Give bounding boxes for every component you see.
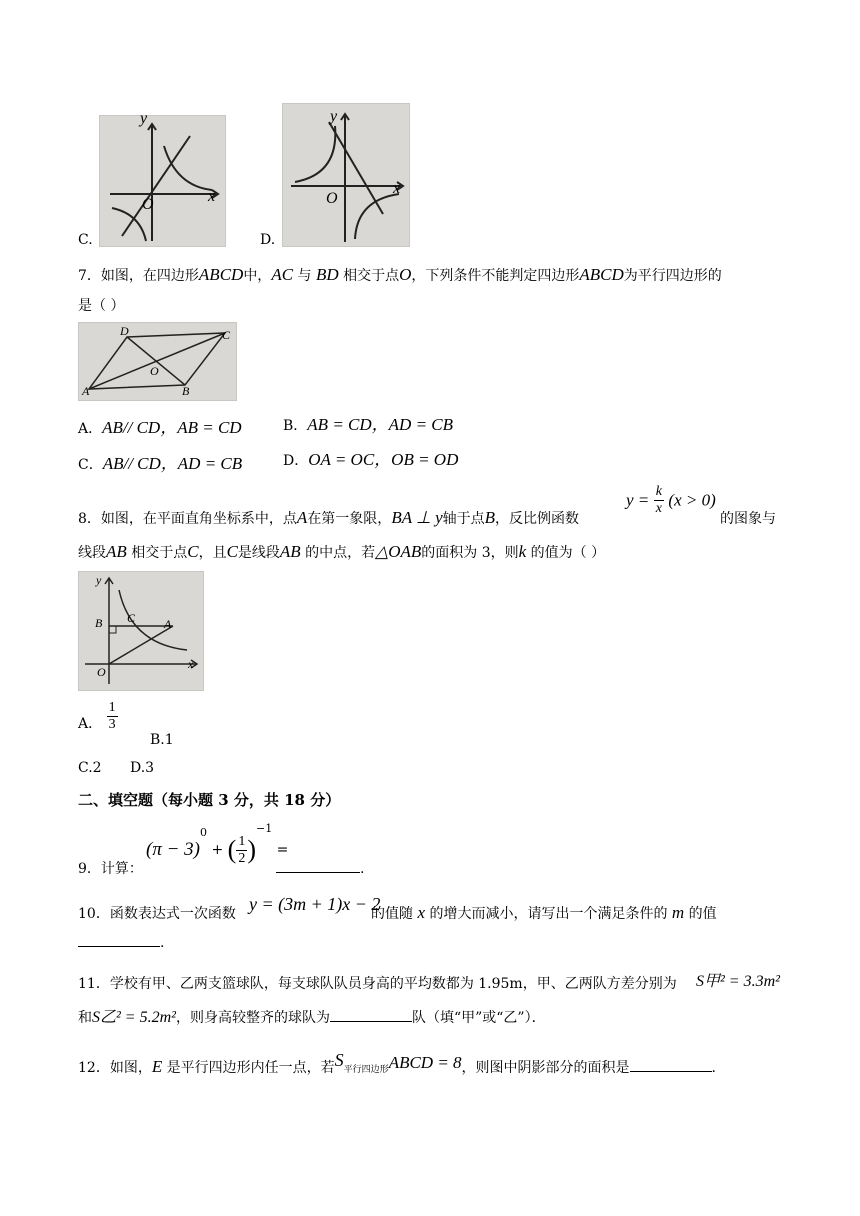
question-8-line-2: 线段AB 相交于点C，且C是线段AB 的中点，若△OAB的面积为 3，则k 的值为（ ） <box>78 542 606 561</box>
q10-answer-blank[interactable]: . <box>78 932 164 951</box>
question-7-line-2: 是（ ） <box>78 298 125 314</box>
option-d-label: D. <box>260 232 276 248</box>
option-c-origin-label: O <box>142 196 154 213</box>
option-d-y-label: y <box>330 108 338 125</box>
q8-option-c: C.2 <box>78 760 102 776</box>
q11-variance-jia: S甲² = 3.3m² <box>696 973 780 990</box>
section-2-heading: 二、填空题（每小题 3 分，共 18 分） <box>78 791 341 809</box>
q7-option-d: D．OA = OC，OB = OD <box>283 450 459 469</box>
question-9-label: 9．计算： <box>78 861 143 877</box>
q9-expression: $(\pi - 3)^0$ + ( $\frac{1}{2}$ )$^{-1}$ = <box>146 822 289 866</box>
q7-fig-label-b: B <box>182 384 190 398</box>
q8-option-d: D.3 <box>130 760 155 776</box>
option-c-label: C. <box>78 232 93 248</box>
q8-fig-label-o: O <box>97 665 106 679</box>
option-d-x-label: x <box>393 180 401 197</box>
question-12: 12．如图，E 是平行四边形内任一点，若S平行四边形ABCD = 8，则图中阴影部分的面积是 . <box>78 1050 716 1076</box>
question-11-line-2: 和S乙² = 5.2m²，则身高较整齐的球队为 队（填“甲”或“乙”）． <box>78 1009 546 1026</box>
q8-function-expression: y = $\frac{k}{x}$ (x > 0) <box>626 484 716 516</box>
q8-fig-label-x: x <box>188 657 194 671</box>
question-7-parallelogram-image <box>78 322 237 401</box>
question-10-line-1-cont: 的值随 x 的增大而减小，请写出一个满足条件的 m 的值 <box>371 903 717 922</box>
q8-fig-label-c: C <box>127 611 136 625</box>
q7-option-c: C．AB// CD，AD = CB <box>78 454 243 473</box>
question-7-line-1: 7．如图，在四边形ABCD中，AC 与 BD 相交于点O，下列条件不能判定四边形ABCD为平行四边形的 <box>78 265 722 284</box>
option-d-origin-label: O <box>326 190 338 207</box>
option-c-y-label: y <box>140 110 148 127</box>
option-c-graph-image <box>99 115 226 247</box>
q7-fig-label-d: D <box>120 324 129 338</box>
q7-option-a: A．AB// CD，AB = CD <box>78 418 242 437</box>
q8-option-b: B.1 <box>150 732 174 748</box>
q8-fig-label-y: y <box>96 573 102 587</box>
q8-fig-label-b: B <box>95 616 103 630</box>
question-8-line-1-end: 的图象与 <box>720 511 776 527</box>
q9-answer-blank[interactable]: . <box>276 858 364 877</box>
q10-function-expression: y = (3m + 1)x − 2 <box>249 894 381 914</box>
option-d-graph-image <box>282 103 410 247</box>
option-c-x-label: x <box>208 188 216 205</box>
q8-fig-label-a: A <box>164 617 172 631</box>
question-11-line-1: 11．学校有甲、乙两支篮球队，每支球队队员身高的平均数都为 1.95m，甲、乙两队方差分别为 <box>78 976 677 992</box>
q11-answer-blank[interactable] <box>330 1007 412 1022</box>
q7-fig-label-o: O <box>150 364 159 378</box>
q12-answer-blank[interactable] <box>630 1057 712 1072</box>
q8-option-a: A． $\frac{1}{3}$ <box>78 700 116 732</box>
q7-option-b: B．AB = CD，AD = CB <box>283 415 454 434</box>
q7-fig-label-a: A <box>82 384 90 398</box>
question-10-line-1: 10．函数表达式一次函数 <box>78 906 236 922</box>
q7-fig-label-c: C <box>222 328 231 342</box>
question-8-line-1: 8．如图，在平面直角坐标系中，点A在第一象限，BA ⊥ y轴于点B，反比例函数 <box>78 508 580 527</box>
